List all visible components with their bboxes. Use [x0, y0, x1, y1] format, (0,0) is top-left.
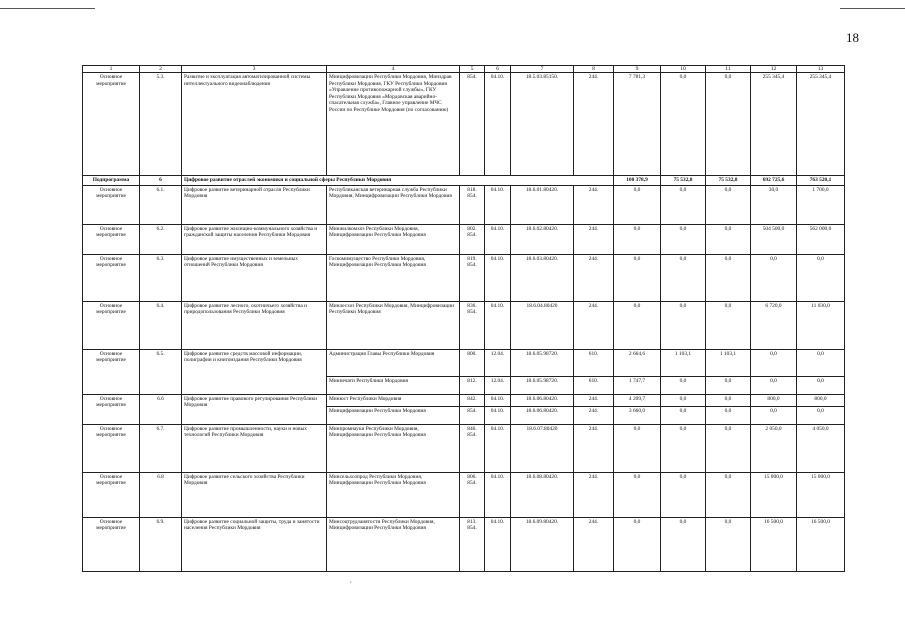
row-number: 6.4. [140, 301, 182, 349]
row-grbs: 806. 854. [460, 472, 485, 517]
row-executor: Минсельхозпрод Республики Мордовия, Минцифровизации Республики Мордовия [327, 472, 460, 517]
row-value-11: 75 532,8 [706, 176, 751, 186]
header-cell: 11 [706, 66, 751, 73]
row-value-10: 0,0 [661, 73, 706, 176]
row-value-10: 0,0 [661, 185, 706, 224]
row-csr: 18.6.03.80420. [511, 254, 574, 301]
row-value-10: 0,0 [661, 254, 706, 301]
row-value-13: 15 000,0 [797, 472, 845, 517]
row-value-11: 0,0 [706, 301, 751, 349]
row-value-10: 1 103,1 [661, 349, 706, 376]
row-type: Подпрограмма [83, 176, 140, 186]
row-title: Цифровое развитие имущественных и земельных отношений Республики Мордовия [182, 254, 327, 301]
row-value-13: 1 700,0 [797, 185, 845, 224]
row-value-11: 0,0 [706, 185, 751, 224]
header-cell: 6 [485, 66, 511, 73]
row-rzpr: 04.10. [485, 254, 511, 301]
header-cell: 7 [511, 66, 574, 73]
row-number: 6 [140, 176, 182, 186]
row-csr: 18.6.06.80420. [511, 394, 574, 406]
row-executor: Минцифровизации Республики Мордовия [327, 406, 460, 424]
row-grbs: 802. 854. [460, 224, 485, 254]
row-value-13: 11 030,0 [797, 301, 845, 349]
table-row [83, 394, 845, 406]
row-title: Цифровое развитие лесного, охотничьего хозяйства и природопользования Республики Мордовия [182, 301, 327, 349]
row-rzpr: 04.10. [485, 301, 511, 349]
row-rzpr: 04.10. [485, 517, 511, 571]
row-value-10: 0,0 [661, 376, 706, 394]
row-value-12: 0,0 [751, 376, 797, 394]
row-title: Цифровое развитие отраслей экономики и социальной сферы Республики Мордовия [182, 176, 614, 186]
row-type: Основное мероприятие [83, 254, 140, 301]
row-grbs: 818. 854. [460, 185, 485, 224]
row-value-12: 15 000,0 [751, 472, 797, 517]
row-value-12: 2 050,0 [751, 424, 797, 472]
row-rzpr: 04.10. [485, 185, 511, 224]
row-grbs: 836. 854. [460, 301, 485, 349]
row-csr: 18.6.07.80420 [511, 424, 574, 472]
row-grbs: 854. [460, 406, 485, 424]
row-title: Цифровое развитие сельского хозяйства Республики Мордовия [182, 472, 327, 517]
row-vr: 244. [574, 224, 614, 254]
row-value-12: 692 725,6 [751, 176, 797, 186]
row-value-9: 2 664,6 [614, 349, 661, 376]
row-value-11: 0,0 [706, 406, 751, 424]
row-value-11: 0,0 [706, 472, 751, 517]
row-value-11: 0,0 [706, 254, 751, 301]
row-value-9: 1 747,7 [614, 376, 661, 394]
row-type: Основное мероприятие [83, 349, 140, 394]
row-executor: Минпечати Республики Мордовия [327, 376, 460, 394]
row-vr: 610. [574, 376, 614, 394]
row-value-11: 0,0 [706, 73, 751, 176]
row-executor: Госкомимущество Республики Мордовия, Минцифровизации Республики Мордовия [327, 254, 460, 301]
row-vr: 244. [574, 406, 614, 424]
row-executor: Минлесхоз Республики Мордовия, Минцифровизации Республики Мордовия [327, 301, 460, 349]
table-row [83, 424, 845, 472]
table-row [83, 185, 845, 224]
row-csr: 18.6.02.80420. [511, 224, 574, 254]
row-csr: 18.5.03.85150. [511, 73, 574, 176]
row-value-9: 0,0 [614, 254, 661, 301]
row-number: 5.3. [140, 73, 182, 176]
row-value-11: 0,0 [706, 517, 751, 571]
row-rzpr: 12.04. [485, 349, 511, 376]
row-type: Основное мероприятие [83, 185, 140, 224]
row-value-9: 100 378,9 [614, 176, 661, 186]
row-rzpr: 04.10. [485, 472, 511, 517]
row-number: 6.9. [140, 517, 182, 571]
row-type: Основное мероприятие [83, 224, 140, 254]
row-number: 6.3. [140, 254, 182, 301]
row-value-13: 0,0 [797, 376, 845, 394]
row-number: 6.1. [140, 185, 182, 224]
row-rzpr: 04.10. [485, 394, 511, 406]
row-vr: 610. [574, 349, 614, 376]
row-title: Цифровое развитие ветеринарной отрасли Республики Мордовия [182, 185, 327, 224]
row-executor: Республиканская ветеринарная служба Республики Мордовия, Минцифровизации Республики Мордовия [327, 185, 460, 224]
header-cell: 2 [140, 66, 182, 73]
row-value-13: 800,0 [797, 394, 845, 406]
column-number-row [83, 66, 845, 73]
row-title: Цифровое развитие социальной защиты, труда и занятости населения Республики Мордовия [182, 517, 327, 571]
row-vr: 244. [574, 73, 614, 176]
row-csr: 18.6.05.98720. [511, 349, 574, 376]
row-value-12: 16 500,0 [751, 517, 797, 571]
row-rzpr: 04.10. [485, 424, 511, 472]
row-value-13: 0,0 [797, 406, 845, 424]
row-rzpr: 04.10. [485, 406, 511, 424]
row-value-13: 16 500,0 [797, 517, 845, 571]
row-type: Основное мероприятие [83, 394, 140, 424]
header-cell: 10 [661, 66, 706, 73]
header-cell: 13 [797, 66, 845, 73]
row-value-10: 0,0 [661, 424, 706, 472]
row-vr: 244. [574, 394, 614, 406]
row-value-10: 0,0 [661, 472, 706, 517]
row-type: Основное мероприятие [83, 424, 140, 472]
row-grbs: 812. [460, 376, 485, 394]
row-value-9: 0,0 [614, 472, 661, 517]
row-value-10: 0,0 [661, 406, 706, 424]
row-value-12: 30,0 [751, 185, 797, 224]
row-csr: 18.6.04.80420 [511, 301, 574, 349]
page-number: 18 [846, 30, 859, 45]
row-value-11: 1 103,1 [706, 349, 751, 376]
row-value-9: 4 209,7 [614, 394, 661, 406]
row-csr: 18.6.06.80420. [511, 406, 574, 424]
row-grbs: 819. 854. [460, 254, 485, 301]
row-value-12: 800,0 [751, 394, 797, 406]
header-cell: 9 [614, 66, 661, 73]
table-row [83, 73, 845, 176]
row-executor: Минюст Республики Мордовия [327, 394, 460, 406]
row-value-9: 0,0 [614, 185, 661, 224]
row-value-10: 75 532,8 [661, 176, 706, 186]
table-row [83, 254, 845, 301]
row-value-9: 0,0 [614, 301, 661, 349]
row-value-13: 255 345,4 [797, 73, 845, 176]
row-grbs: 846. 854. [460, 424, 485, 472]
top-rule-right [840, 8, 905, 9]
row-type: Основное мероприятие [83, 73, 140, 176]
row-rzpr: 12.04. [485, 376, 511, 394]
row-rzpr: 04.10. [485, 224, 511, 254]
scan-mark: , [350, 578, 352, 584]
row-csr: 18.6.05.98720. [511, 376, 574, 394]
row-executor: Минпромнауки Республики Мордовия, Минцифровизации Республики Мордовия [327, 424, 460, 472]
row-csr: 18.6.09.80420. [511, 517, 574, 571]
row-type: Основное мероприятие [83, 472, 140, 517]
header-cell: 1 [83, 66, 140, 73]
row-title: Цифровое развитие жилищно-коммунального хозяйства и гражданской защиты населения Республики Мордовия [182, 224, 327, 254]
row-number: 6.2. [140, 224, 182, 254]
row-grbs: 800. [460, 349, 485, 376]
row-value-13: 0,0 [797, 349, 845, 376]
header-cell: 12 [751, 66, 797, 73]
row-value-10: 0,0 [661, 517, 706, 571]
row-vr: 244. [574, 185, 614, 224]
row-value-12: 0,0 [751, 349, 797, 376]
row-number: 6.8 [140, 472, 182, 517]
budget-table [82, 65, 845, 572]
row-title: Цифровое развитие промышленности, науки и новых технологий Республики Мордовия [182, 424, 327, 472]
row-value-10: 0,0 [661, 224, 706, 254]
row-value-12: 0,0 [751, 406, 797, 424]
row-value-10: 0,0 [661, 301, 706, 349]
row-vr: 244. [574, 424, 614, 472]
row-type: Основное мероприятие [83, 301, 140, 349]
row-vr: 244. [574, 472, 614, 517]
row-value-13: 4 050,0 [797, 424, 845, 472]
header-cell: 8 [574, 66, 614, 73]
row-executor: Минцифровизации Республики Мордовия, Минздрав Республики Мордовия, ГКУ Республики Мордовия «Управление противопожарной службы», ГКУ Республики Мордовия «Мордовская аварийно-спасательная служба», Главное управление МЧС России по Республике Мордовия (по согласованию) [327, 73, 460, 176]
row-number: 6.7. [140, 424, 182, 472]
row-value-9: 0,0 [614, 517, 661, 571]
row-value-13: 763 520,1 [797, 176, 845, 186]
row-value-12: 0,0 [751, 254, 797, 301]
top-rule-left [0, 8, 95, 9]
row-rzpr: 04.10. [485, 73, 511, 176]
row-value-9: 3 660,0 [614, 406, 661, 424]
row-value-13: 0,0 [797, 254, 845, 301]
table-row [83, 224, 845, 254]
row-executor: Минсоцтрудзанятости Республики Мордовия, Минцифровизации Республики Мордовия [327, 517, 460, 571]
header-cell: 3 [182, 66, 327, 73]
row-value-11: 0,0 [706, 224, 751, 254]
table-row [83, 517, 845, 571]
row-csr: 18.6.01.80420. [511, 185, 574, 224]
row-vr: 244. [574, 254, 614, 301]
row-title: Цифровое развитие правового регулирования Республики Мордовия [182, 394, 327, 424]
row-value-9: 7 781,3 [614, 73, 661, 176]
row-value-13: 562 000,0 [797, 224, 845, 254]
row-vr: 244. [574, 517, 614, 571]
row-value-11: 0,0 [706, 424, 751, 472]
row-executor: Минжилкомхоз Республики Мордовия, Минцифровизации Республики Мордовия [327, 224, 460, 254]
row-grbs: 854. [460, 73, 485, 176]
row-grbs: 813. 854. [460, 517, 485, 571]
row-value-9: 0,0 [614, 424, 661, 472]
row-type: Основное мероприятие [83, 517, 140, 571]
subprogram-row [83, 176, 845, 186]
row-value-12: 6 720,0 [751, 301, 797, 349]
row-value-11: 0,0 [706, 376, 751, 394]
header-cell: 5 [460, 66, 485, 73]
row-value-12: 255 345,4 [751, 73, 797, 176]
row-csr: 18.6.08.80420. [511, 472, 574, 517]
row-value-12: 504 500,0 [751, 224, 797, 254]
header-cell: 4 [327, 66, 460, 73]
table-row [83, 301, 845, 349]
row-title: Цифровое развитие средств массовой информации, полиграфии и книгоиздания Республики Мордовия [182, 349, 327, 394]
table-row [83, 349, 845, 376]
row-value-10: 0,0 [661, 394, 706, 406]
table-row [83, 472, 845, 517]
row-executor: Администрация Главы Республики Мордовия [327, 349, 460, 376]
row-title: Развитие и эксплуатация автоматизированной системы интеллектуального видеонаблюдения [182, 73, 327, 176]
row-vr: 244. [574, 301, 614, 349]
row-number: 6.6 [140, 394, 182, 424]
row-value-11: 0,0 [706, 394, 751, 406]
row-grbs: 842. [460, 394, 485, 406]
row-value-9: 0,0 [614, 224, 661, 254]
row-number: 6.5. [140, 349, 182, 394]
